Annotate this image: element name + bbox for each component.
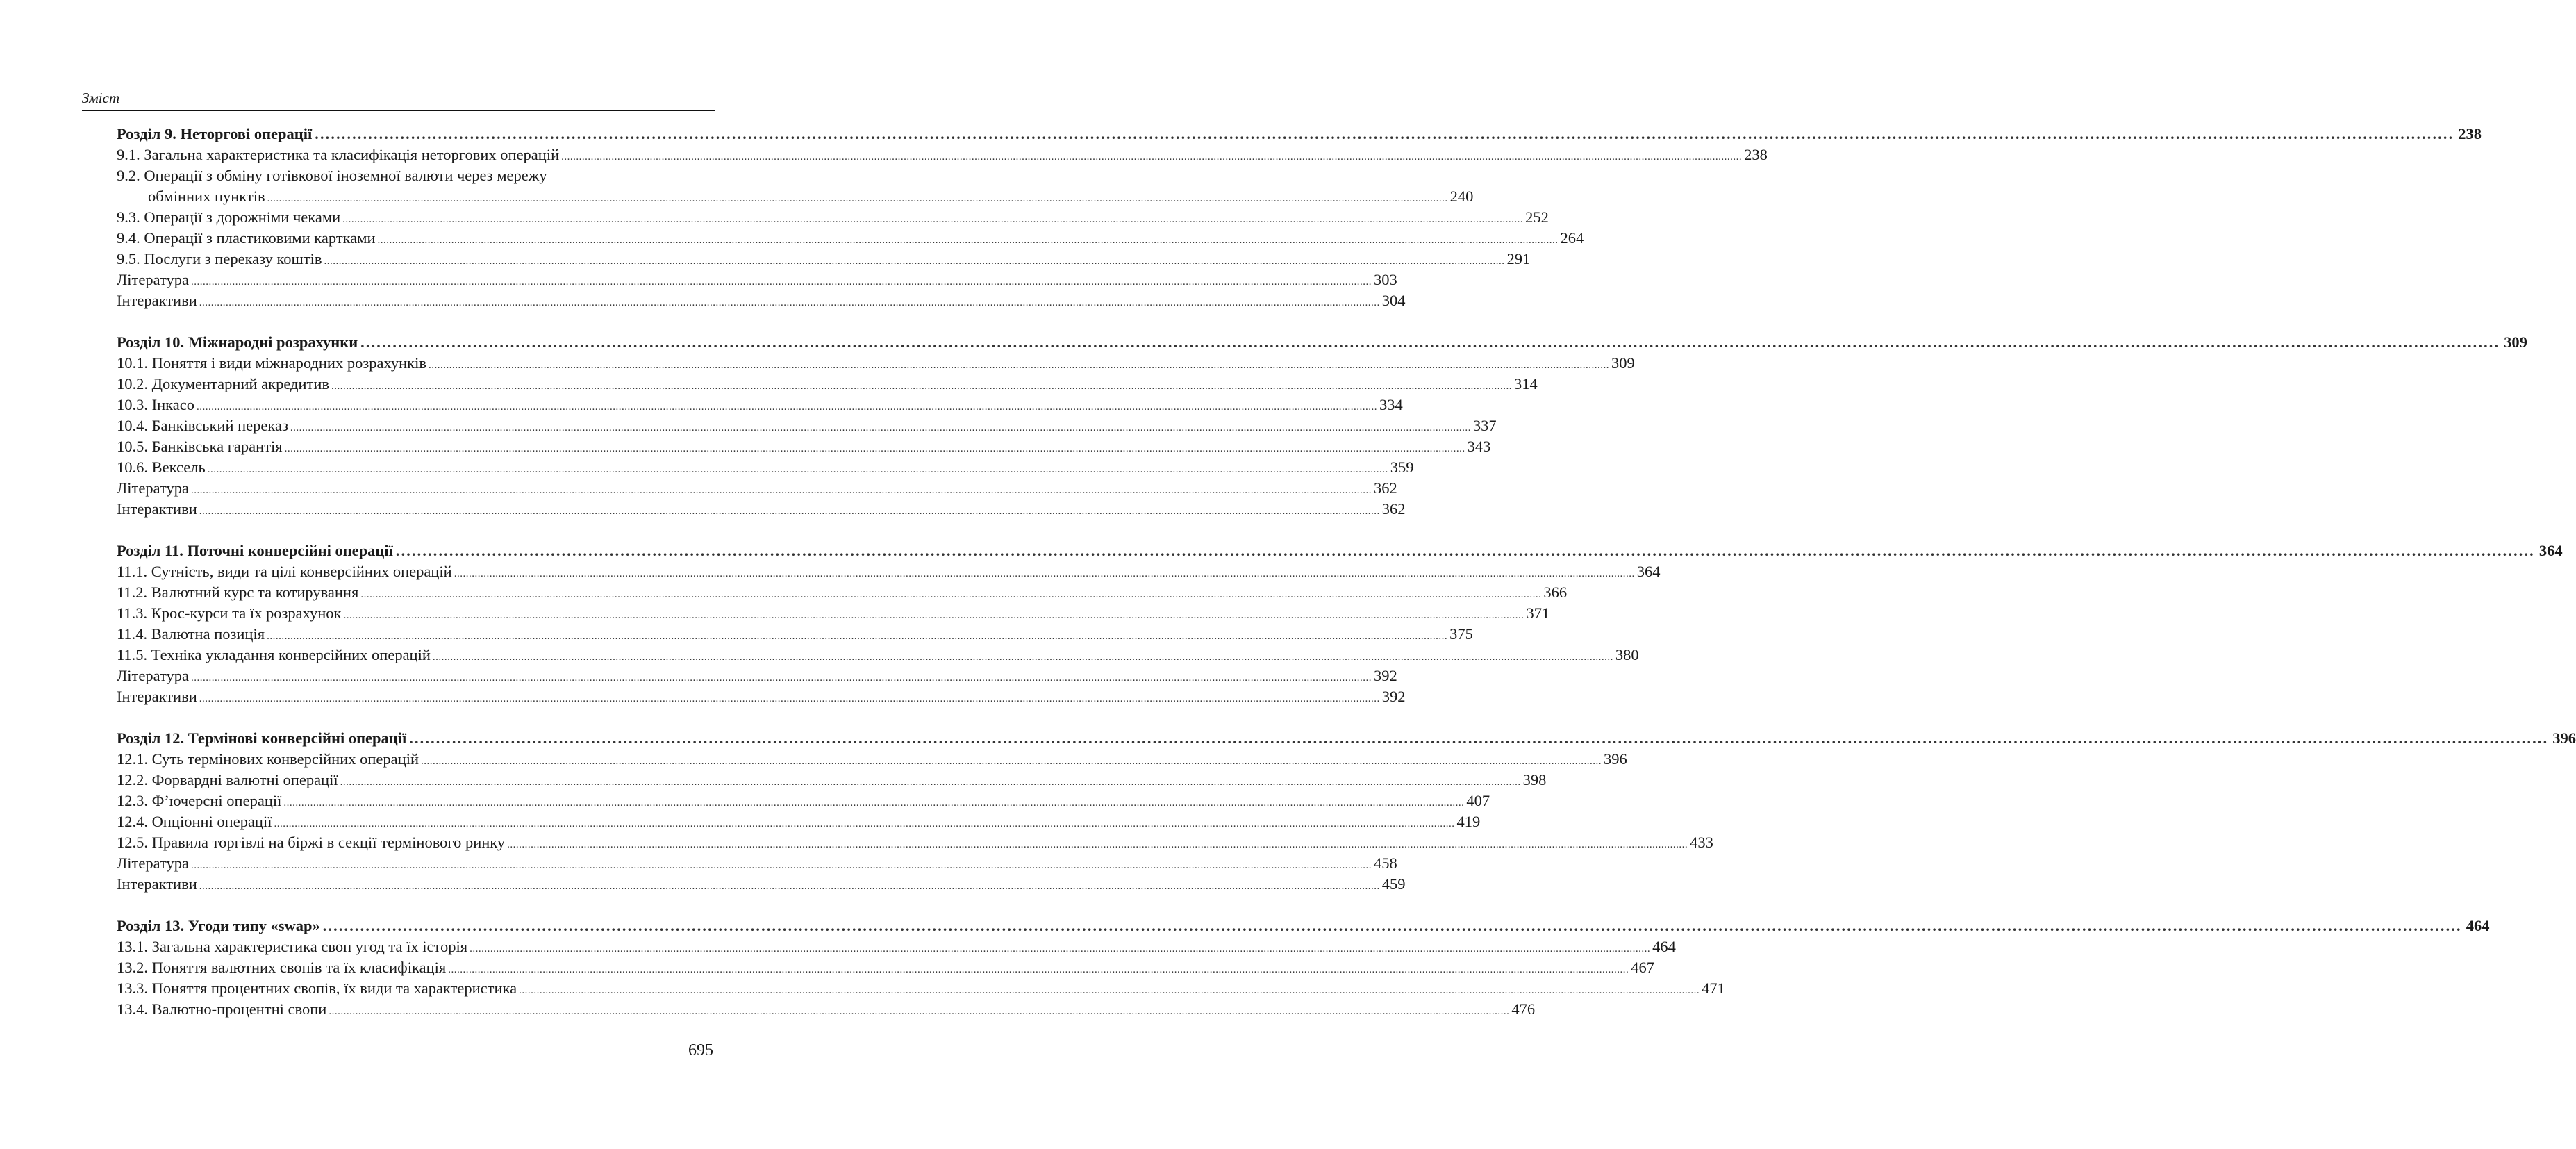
toc-entry-title: 11.1. Сутність, види та цілі конверсійних операцій [117, 563, 452, 580]
toc-entry [117, 624, 1473, 645]
dot-leader: ................................................................................................................................................................................................................................................................................................................................................................................................................ [199, 297, 1380, 308]
toc-entry-page: 467 [1631, 959, 1654, 976]
toc-entry-page: 337 [1472, 417, 1497, 434]
toc-entry-title: 9.3. Операції з дорожніми чеками [117, 208, 341, 226]
dot-leader: ................................................................................................................................................................................................................................................................................................................................................................................................................ [283, 797, 1465, 809]
toc-entry-title: 10.4. Банківський переказ [117, 417, 288, 434]
toc-entry-page: 459 [1381, 875, 1406, 893]
toc-entry [117, 749, 1627, 770]
toc-entry-title: 11.4. Валютна позиція [117, 625, 265, 643]
toc-section [117, 540, 2563, 707]
dot-leader: ................................................................................................................................................................................................................................................................................................................................................................................................................ [432, 652, 1613, 663]
toc-entry [117, 957, 1654, 978]
chapter-heading-page: 396 [2552, 729, 2576, 747]
toc-entry-title: 11.2. Валютний курс та котирування [117, 584, 359, 601]
chapter-heading-title: Розділ 13. Угоди типу «swap» [117, 917, 320, 934]
dot-leader: ................................................................................................................................................................................................................................................................................................................................................................................................................ [519, 985, 1700, 996]
toc-section [117, 124, 2482, 311]
toc-entry [117, 228, 1584, 249]
toc-entry [117, 832, 1713, 853]
toc-entry [117, 415, 1497, 436]
page-number: 695 [688, 1041, 713, 1059]
toc-entry [117, 603, 1550, 624]
dot-leader: ................................................................................................................................................................................................................................................................................................................................................................................................................ [340, 777, 1521, 788]
toc-entry-title: Література [117, 271, 190, 288]
toc-section [117, 916, 2490, 1020]
toc-entry-page: 407 [1466, 792, 1490, 809]
toc-entry-page: 476 [1511, 1000, 1536, 1018]
toc-entry-page: 304 [1381, 292, 1406, 309]
toc-entry [117, 666, 1397, 686]
dot-leader: ................................................................................................................................................................................................................................................................................................................................................................................................................ [290, 422, 1471, 433]
dot-leader: ................................................................................................................................................................................................................................................................................................................................................................................................................ [207, 464, 1388, 475]
dot-leader: ................................................................................................................................................................................................................................................................................................................................................................................................................ [454, 568, 1635, 579]
dot-leader: ................................................................................................................................................................................................................................................................................................................................................................................................................ [342, 214, 1524, 225]
toc-entry-title: Інтерактиви [117, 688, 197, 705]
toc-entry [117, 207, 1549, 228]
toc-entry-title: Інтерактиви [117, 500, 197, 518]
toc-entry [117, 811, 1481, 832]
chapter-heading-page: 364 [2538, 542, 2563, 559]
toc-entry-page: 362 [1374, 479, 1397, 497]
dot-leader: ................................................................................................................................................................................................................................................................................................................................................................................................................ [267, 193, 1448, 204]
toc-entry [117, 249, 1531, 270]
dot-leader: ................................................................................................................................................................................................................................................................................................................................................................................................................ [191, 860, 1372, 871]
toc-entry-title: 9.5. Послуги з переказу коштів [117, 250, 322, 267]
chapter-heading [117, 124, 2482, 144]
chapter-heading [117, 540, 2563, 561]
toc-entry-page: 264 [1560, 229, 1584, 247]
toc-entry-title: 12.1. Суть термінових конверсійних операцій [117, 750, 419, 768]
toc-entry-title: Інтерактиви [117, 875, 197, 893]
toc-entry-title: Література [117, 667, 190, 684]
toc-entry [117, 791, 1490, 811]
toc-entry-page: 375 [1449, 625, 1473, 643]
toc-entry-title: 12.5. Правила торгівлі на біржі в секції термінового ринку [117, 834, 506, 851]
toc-entry [117, 936, 1676, 957]
toc-entry [117, 770, 1547, 791]
toc-entry-page: 380 [1615, 646, 1639, 663]
toc-entry [117, 457, 1414, 478]
dot-leader: ................................................................................................................................................................................................................................................................................................................................................................................................................ [199, 693, 1380, 704]
dot-leader: ................................................................................................................................................................................................................................................................................................................................................................................................................ [395, 542, 2535, 559]
toc-entry-page: 343 [1467, 438, 1491, 455]
header-rule [82, 110, 715, 111]
toc-entry [117, 999, 1536, 1020]
toc-entry [117, 561, 1661, 582]
dot-leader: ................................................................................................................................................................................................................................................................................................................................................................................................................ [360, 333, 2500, 351]
toc-entry-page: 471 [1702, 979, 1725, 997]
toc-entry-title: 13.4. Валютно-процентні свопи [117, 1000, 327, 1018]
toc-entry-title: 12.4. Опціонні операції [117, 813, 272, 830]
dot-leader: ................................................................................................................................................................................................................................................................................................................................................................................................................ [267, 631, 1448, 642]
dot-leader: ................................................................................................................................................................................................................................................................................................................................................................................................................ [409, 729, 2549, 747]
chapter-heading-page: 309 [2504, 333, 2527, 351]
dot-leader: ................................................................................................................................................................................................................................................................................................................................................................................................................ [329, 1006, 1510, 1017]
dot-leader: ................................................................................................................................................................................................................................................................................................................................................................................................................ [196, 402, 1377, 413]
toc-entry-continuation-title: обмінних пунктів [148, 188, 265, 205]
toc-entry-page: 392 [1381, 688, 1406, 705]
dot-leader: ................................................................................................................................................................................................................................................................................................................................................................................................................ [199, 506, 1380, 517]
toc-entry [117, 853, 1397, 874]
running-head: Зміст [82, 90, 120, 106]
toc-entry [117, 686, 1406, 707]
toc-entry [117, 478, 1397, 499]
dot-leader: ................................................................................................................................................................................................................................................................................................................................................................................................................ [331, 381, 1512, 392]
chapter-heading-title: Розділ 9. Неторгові операції [117, 125, 313, 142]
toc-section [117, 728, 2576, 895]
toc-entry-continuation-page: 240 [1449, 188, 1474, 205]
toc-entry [117, 978, 1725, 999]
table-of-contents [117, 124, 2576, 1041]
dot-leader: ................................................................................................................................................................................................................................................................................................................................................................................................................ [561, 151, 1743, 163]
chapter-heading-title: Розділ 12. Термінові конверсійні операції [117, 729, 407, 747]
toc-entry-title: 9.1. Загальна характеристика та класифікація неторгових операцій [117, 146, 560, 163]
toc-entry-title: 11.5. Техніка укладання конверсійних операцій [117, 646, 431, 663]
dot-leader: ................................................................................................................................................................................................................................................................................................................................................................................................................ [507, 839, 1688, 850]
toc-entry-page: 291 [1506, 250, 1531, 267]
dot-leader: ................................................................................................................................................................................................................................................................................................................................................................................................................ [448, 964, 1629, 975]
toc-entry-page: 334 [1379, 396, 1403, 413]
dot-leader: ................................................................................................................................................................................................................................................................................................................................................................................................................ [284, 443, 1465, 454]
toc-entry-title: 12.2. Форвардні валютні операції [117, 771, 338, 788]
toc-entry [117, 436, 1491, 457]
toc-entry-page: 464 [1652, 938, 1676, 955]
toc-entry-page: 392 [1374, 667, 1397, 684]
chapter-heading-page: 464 [2466, 917, 2490, 934]
toc-entry-page: 314 [1514, 375, 1538, 392]
toc-entry-page: 252 [1525, 208, 1549, 226]
toc-entry-page: 396 [1603, 750, 1627, 768]
toc-entry [117, 270, 1397, 290]
dot-leader: ................................................................................................................................................................................................................................................................................................................................................................................................................ [199, 881, 1380, 892]
toc-entry-title: 10.5. Банківська гарантія [117, 438, 283, 455]
toc-entry-page: 362 [1381, 500, 1406, 518]
toc-entry [117, 499, 1406, 520]
toc-entry [117, 290, 1406, 311]
chapter-heading-page: 238 [2458, 125, 2482, 142]
dot-leader: ................................................................................................................................................................................................................................................................................................................................................................................................................ [322, 917, 2462, 934]
toc-entry [117, 582, 1568, 603]
toc-entry [117, 874, 1406, 895]
toc-entry-title: 11.3. Крос-курси та їх розрахунок [117, 604, 342, 622]
toc-entry-page: 359 [1390, 458, 1414, 476]
toc-entry-title: 13.1. Загальна характеристика своп угод та їх історія [117, 938, 468, 955]
toc-entry-page: 309 [1611, 354, 1635, 372]
dot-leader: ................................................................................................................................................................................................................................................................................................................................................................................................................ [343, 610, 1524, 621]
toc-entry-title: 9.4. Операції з пластиковими картками [117, 229, 376, 247]
toc-entry [117, 395, 1403, 415]
chapter-heading [117, 728, 2576, 749]
dot-leader: ................................................................................................................................................................................................................................................................................................................................................................................................................ [420, 756, 1602, 767]
toc-entry-title: 9.2. Операції з обміну готівкової іноземної валюти через мережу [117, 167, 547, 184]
toc-entry-page: 398 [1522, 771, 1547, 788]
dot-leader: ................................................................................................................................................................................................................................................................................................................................................................................................................ [274, 818, 1455, 829]
toc-entry-title: Інтерактиви [117, 292, 197, 309]
chapter-heading-title: Розділ 10. Міжнародні розрахунки [117, 333, 358, 351]
toc-entry-title: 10.3. Інкасо [117, 396, 194, 413]
dot-leader: ................................................................................................................................................................................................................................................................................................................................................................................................................ [470, 943, 1651, 954]
toc-entry-title: 10.2. Документарний акредитив [117, 375, 329, 392]
toc-entry-title: Література [117, 479, 190, 497]
toc-entry-title: 13.2. Поняття валютних свопів та їх класифікація [117, 959, 447, 976]
toc-entry-page: 419 [1456, 813, 1481, 830]
dot-leader: ................................................................................................................................................................................................................................................................................................................................................................................................................ [191, 485, 1372, 496]
toc-entry-title: 10.6. Вексель [117, 458, 206, 476]
toc-entry-page: 303 [1374, 271, 1397, 288]
dot-leader: ................................................................................................................................................................................................................................................................................................................................................................................................................ [315, 125, 2454, 142]
chapter-heading [117, 332, 2527, 353]
toc-entry-page: 371 [1526, 604, 1550, 622]
dot-leader: ................................................................................................................................................................................................................................................................................................................................................................................................................ [191, 276, 1372, 288]
toc-entry [117, 144, 1768, 165]
dot-leader: ................................................................................................................................................................................................................................................................................................................................................................................................................ [360, 589, 1542, 600]
toc-entry-title: 13.3. Поняття процентних свопів, їх види та характеристика [117, 979, 517, 997]
toc-entry-page: 238 [1744, 146, 1768, 163]
toc-entry-title: 12.3. Ф’ючерсні операції [117, 792, 282, 809]
dot-leader: ................................................................................................................................................................................................................................................................................................................................................................................................................ [377, 235, 1559, 246]
toc-entry-continuation [117, 186, 1474, 207]
toc-entry-page: 458 [1374, 854, 1397, 872]
toc-section [117, 332, 2527, 520]
toc-entry [117, 645, 1639, 666]
dot-leader: ................................................................................................................................................................................................................................................................................................................................................................................................................ [428, 360, 1609, 371]
toc-entry [117, 353, 1635, 374]
toc-entry-page: 366 [1543, 584, 1568, 601]
toc-entry-title: 10.1. Поняття і види міжнародних розрахунків [117, 354, 426, 372]
chapter-heading [117, 916, 2490, 936]
dot-leader: ................................................................................................................................................................................................................................................................................................................................................................................................................ [191, 672, 1372, 684]
toc-entry-page: 364 [1636, 563, 1661, 580]
chapter-heading-title: Розділ 11. Поточні конверсійні операції [117, 542, 393, 559]
toc-entry [117, 165, 712, 186]
toc-entry-title: Література [117, 854, 190, 872]
toc-entry [117, 374, 1538, 395]
toc-entry-page: 433 [1690, 834, 1713, 851]
dot-leader: ................................................................................................................................................................................................................................................................................................................................................................................................................ [324, 256, 1505, 267]
